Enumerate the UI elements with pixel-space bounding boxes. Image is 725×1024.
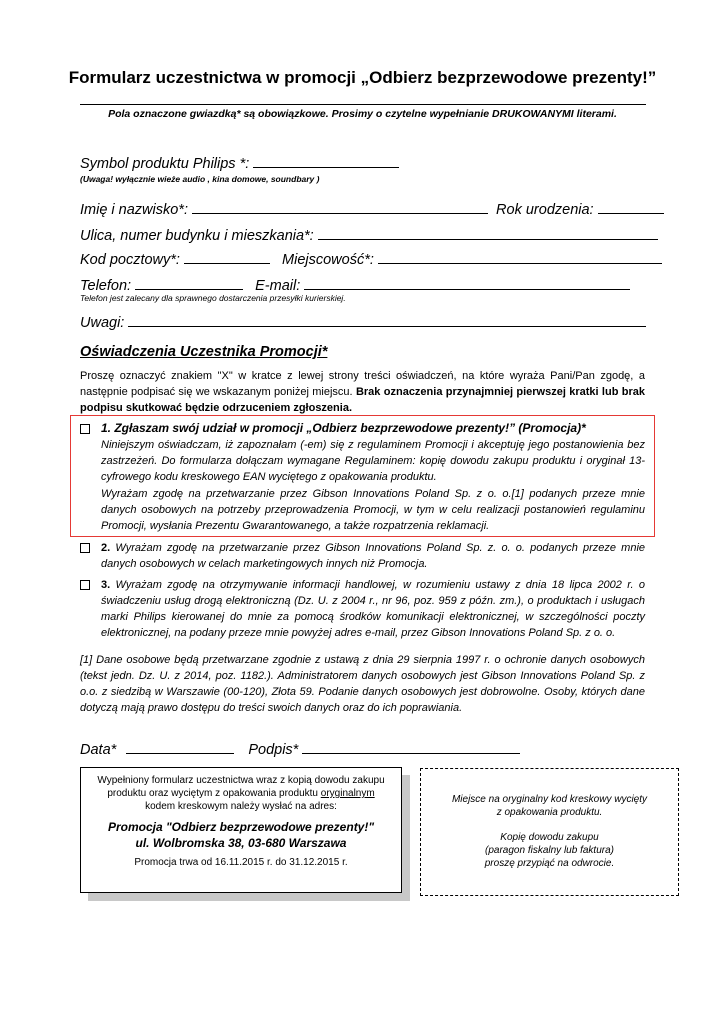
email-label: E-mail:	[255, 278, 301, 294]
promo-address-street: ul. Wolbromska 38, 03-680 Warszawa	[135, 836, 347, 850]
barcode-box-line-2: z opakowania produktu.	[496, 807, 603, 818]
title-divider	[80, 104, 646, 105]
phone-field[interactable]	[135, 276, 243, 290]
postal-label: Kod pocztowy*:	[80, 252, 180, 268]
signature-label: Podpis*	[248, 742, 299, 758]
declarations-section-title: Oświadczenia Uczestnika Promocji*	[80, 344, 328, 360]
address-box	[80, 767, 402, 893]
street-label: Ulica, numer budynku i mieszkania*:	[80, 228, 314, 244]
declaration-2-text: Wyrażam zgodę na przetwarzanie przez Gibson Innovations Poland Sp. z. o. o. podanych przeze mnie danych osobowych w celach marketingowych innych niż Promocja.	[101, 542, 646, 570]
address-box-line-2-text: produktu oraz wyciętym z opakowania produktu	[107, 788, 321, 799]
declaration-2-checkbox[interactable]	[80, 543, 90, 553]
signature-field[interactable]	[302, 740, 520, 754]
street-field-row	[80, 226, 658, 244]
intro-text: Proszę oznaczyć znakiem "X" w kratce z lewej strony treści oświadczeń, na które wyraża Pani/Pan zgodę, a następnie podpisać się we wskazanym poniżej miejscu.	[80, 370, 645, 398]
date-label: Data*	[80, 742, 117, 758]
declaration-1-heading: 1. Zgłaszam swój udział w promocji „Odbierz bezprzewodowe prezenty!” (Promocja)*	[101, 421, 586, 435]
remarks-label: Uwagi:	[80, 315, 125, 331]
remarks-field[interactable]	[128, 313, 646, 327]
declaration-1-text: Niniejszym oświadczam, iż zapoznałam (-em) się z regulaminem Promocji i akceptuję jego postanowienia bez zastrzeżeń. Do formularza dołączam wymagane Regulaminem: kopię dowodu zakupu produktu i oryginał 13-cyfrowego kodu kreskowego EAN wyciętego z opakowania produktu.	[101, 439, 645, 483]
street-field[interactable]	[318, 226, 658, 240]
declaration-2-number: 2.	[101, 542, 111, 554]
declaration-1-checkbox[interactable]	[80, 424, 90, 434]
barcode-box-line-5: proszę przypiąć na odwrocie.	[484, 858, 615, 869]
name-field-row	[80, 200, 664, 218]
intro-warning: Brak oznaczenia przynajmniej pierwszej kratki lub brak podpisu skutkować będzie odrzuceniem zgłoszenia.	[80, 386, 646, 414]
barcode-box-line-3: Kopię dowodu zakupu	[500, 832, 599, 843]
city-field[interactable]	[378, 250, 662, 264]
phone-label: Telefon:	[80, 278, 132, 294]
footnote: [1] Dane osobowe będą przetwarzane zgodnie z ustawą z dnia 29 sierpnia 1997 r. o ochronie danych osobowych (tekst jedn. Dz. U. z 2014, poz. 1182.). Administratorem danych osobowych jest Gibson Innovations Poland Sp. z o.o. z siedzibą w Warszawie (00-120), Złota 59. Podanie danych osobowych jest dobrowolne. Osoby, których dane dotyczą mają prawo dostępu do treści swoich danych oraz do ich poprawiania.	[80, 654, 645, 714]
declaration-1-consent-text: Wyrażam zgodę na przetwarzanie przez Gibson Innovations Poland Sp. z o. o.[1] podanych przeze mnie danych osobowych na potrzeby przeprowadzenia Promocji, w tym w celu realizacji postanowień regulaminu Promocji, wysłania Prezentu Gwarantowanego, a także rozpatrzenia reklamacji.	[101, 488, 645, 532]
address-box-line-2	[81, 787, 401, 800]
form-title: Formularz uczestnictwa w promocji „Odbierz bezprzewodowe prezenty!”	[68, 68, 657, 87]
birth-year-field[interactable]	[598, 200, 664, 214]
symbol-note: (Uwaga! wyłącznie wieże audio , kina domowe, soundbary )	[80, 174, 320, 184]
postal-city-row	[80, 250, 662, 268]
address-box-line-2-underlined: oryginalnym	[320, 788, 375, 799]
form-subtitle: Pola oznaczone gwiazdką* są obowiązkowe. Prosimy o czytelne wypełnianie DRUKOWANYMI literami.	[108, 108, 617, 120]
address-box-line-1: Wypełniony formularz uczestnictwa wraz z kopią dowodu zakupu	[97, 775, 385, 786]
phone-note: Telefon jest zalecany dla sprawnego dostarczenia przesyłki kurierskiej.	[80, 293, 346, 303]
barcode-attach-box	[420, 768, 679, 896]
symbol-field-row	[80, 154, 399, 172]
email-field[interactable]	[304, 276, 630, 290]
city-label: Miejscowość*:	[282, 252, 374, 268]
phone-email-row	[80, 276, 630, 294]
declaration-2	[101, 540, 645, 572]
date-field[interactable]	[126, 740, 234, 754]
birth-year-label: Rok urodzenia:	[496, 202, 594, 218]
symbol-label: Symbol produktu Philips *:	[80, 156, 250, 172]
remarks-row	[80, 313, 646, 331]
name-field[interactable]	[192, 200, 488, 214]
declaration-3-number: 3.	[101, 579, 111, 591]
declaration-3-text: Wyrażam zgodę na otrzymywanie informacji handlowej, w rozumieniu ustawy z dnia 18 lipca 2002 r. o świadczeniu usług drogą elektroniczną (Dz. U. z 2004 r., nr 96, poz. 959 z późn. zm.), o produktach i usługach marki Philips kierowanej do mnie za pomocą środków komunikacji elektronicznej, w szczególności poczty elektronicznej, na podany przeze mnie powyżej adres e-mail, przez Gibson Innovations Poland Sp. z o. o.	[101, 579, 645, 639]
symbol-field[interactable]	[253, 154, 399, 168]
declaration-3	[101, 577, 645, 641]
name-label: Imię i nazwisko*:	[80, 202, 188, 218]
signature-row	[80, 740, 520, 758]
promo-period: Promocja trwa od 16.11.2015 r. do 31.12.2015 r.	[134, 857, 348, 868]
declarations-intro	[80, 368, 645, 416]
address-box-line-3: kodem kreskowym należy wysłać na adres:	[145, 801, 337, 812]
barcode-box-line-4: (paragon fiskalny lub faktura)	[485, 845, 614, 856]
postal-field[interactable]	[184, 250, 270, 264]
barcode-box-line-1: Miejsce na oryginalny kod kreskowy wycięty	[451, 794, 648, 805]
promo-address-name: Promocja "Odbierz bezprzewodowe prezenty!"	[107, 820, 375, 834]
declaration-3-checkbox[interactable]	[80, 580, 90, 590]
